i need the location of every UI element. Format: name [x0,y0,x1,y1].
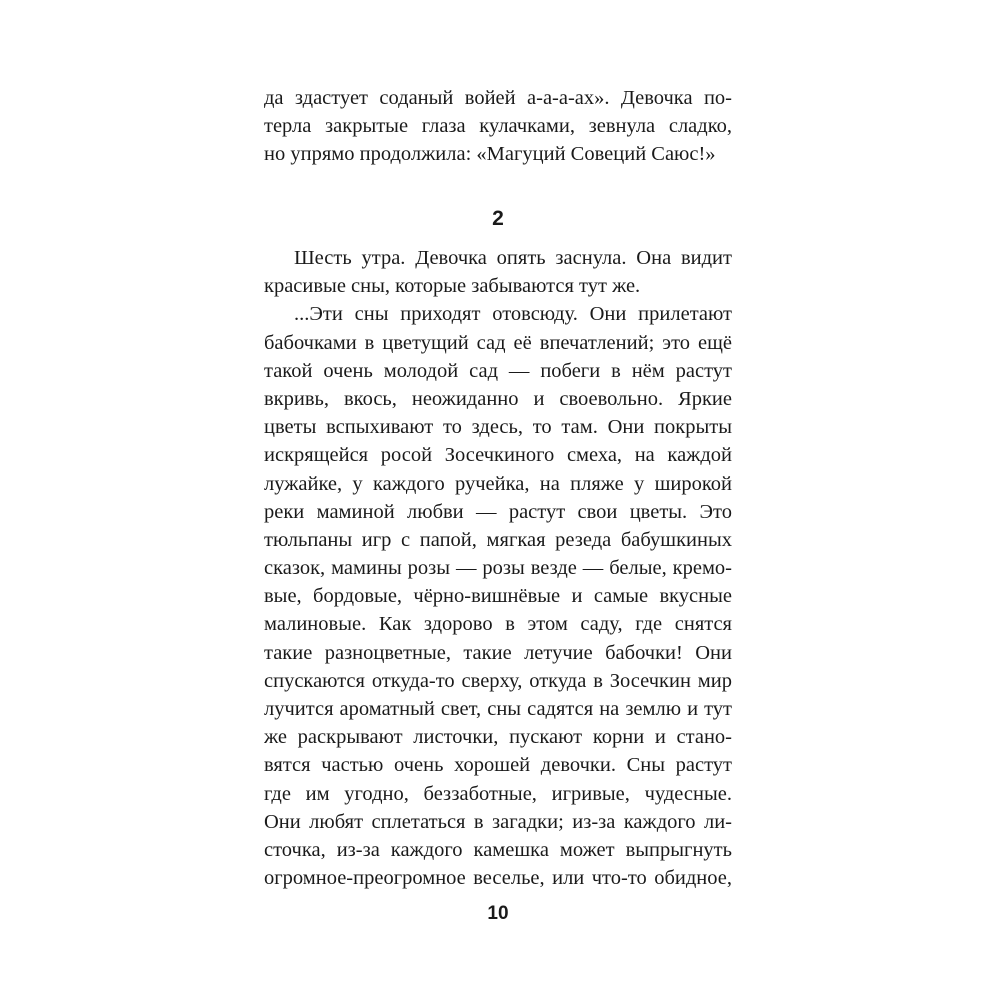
text-line: да здастует соданый войей а-а-а-ах». Девочка по- [264,87,732,109]
text-line: реки маминой любви — растут свои цветы. Это [264,500,732,523]
chapter-number: 2 [492,207,504,230]
text-line: ...Эти сны приходят отовсюду. Они прилетают [294,303,732,326]
text-line: где им угодно, беззаботные, игривые, чудесные. [264,782,732,805]
text-line: вые, бордовые, чёрно-вишнёвые и самые вкусные [264,585,732,608]
text-line: сточка, из-за каждого камешка может выпрыгнуть [264,838,732,861]
text-line: Шесть утра. Девочка опять заснула. Она видит [294,247,732,269]
text-line: такой очень молодой сад — побеги в нём растут [264,359,732,382]
text-line: же раскрывают листочки, пускают корни и стано- [264,726,732,749]
top-paragraph [264,84,732,169]
text-line: лучится ароматный свет, сны садятся на землю и тут [264,698,732,720]
text-line: цветы вспыхивают то здесь, то там. Они покрыты [264,416,732,439]
text-line: огромное-преогромное веселье, или что-то обидное, [264,867,732,890]
text-line: вятся частью очень хорошей девочки. Сны растут [264,754,732,777]
text-line: сказок, мамины розы — розы везде — белые, кремо- [264,557,732,580]
text-line: искрящейся росой Зосечкиного смеха, на каждой [264,444,732,467]
text-line: Они любят сплетаться в загадки; из-за каждого ли- [264,810,732,833]
text-line: спускаются откуда-то сверху, откуда в Зосечкин мир [264,669,732,692]
text-line: такие разноцветные, такие летучие бабочки! Они [264,641,732,664]
page-number: 10 [487,903,509,924]
text-line: бабочками в цветущий сад её впечатлений; это ещё [264,331,732,354]
text-line: лужайке, у каждого ручейка, на пляже у широкой [264,472,732,495]
text-line: вкривь, вкось, неожиданно и своевольно. Яркие [264,387,732,410]
text-line: тюльпаны игр с папой, мягкая резеда бабушкиных [264,528,732,551]
text-line: но упрямо продолжила: «Магуций Совеций Саюс!» [264,143,716,166]
text-line: красивые сны, которые забываются тут же. [264,275,641,298]
text-line: терла закрытые глаза кулачками, зевнула сладко, [264,115,732,138]
text-line: малиновые. Как здорово в этом саду, где снятся [264,613,732,636]
main-text [264,244,732,892]
